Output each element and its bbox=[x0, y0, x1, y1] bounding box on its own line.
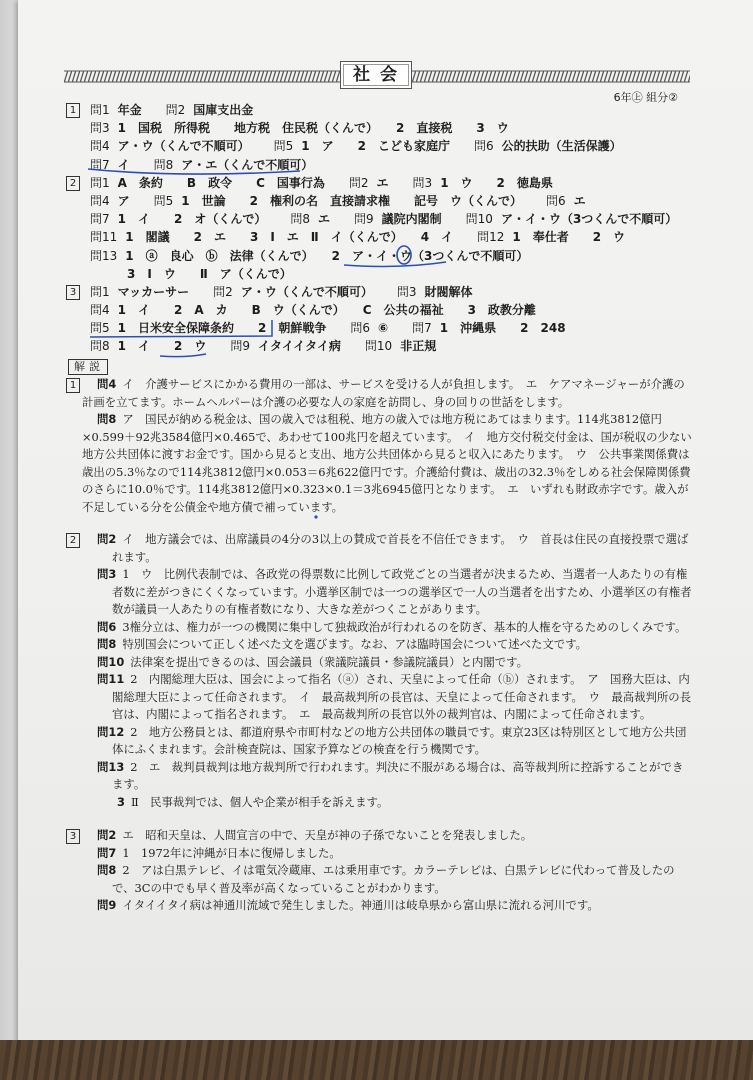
answer-text: 国庫支出金 bbox=[193, 103, 254, 117]
answer-section bbox=[0, 101, 753, 174]
question-label: 問4 bbox=[90, 193, 110, 208]
question-label: 問8 bbox=[290, 212, 310, 227]
answer-item bbox=[350, 319, 388, 337]
answer-text: 議院内閣制 bbox=[381, 212, 442, 227]
answer-item bbox=[154, 192, 522, 210]
explanation-item bbox=[0, 827, 694, 845]
question-label: 問2 bbox=[97, 828, 117, 842]
answer-item bbox=[474, 137, 622, 155]
answer-item bbox=[90, 337, 206, 355]
answer-item bbox=[397, 283, 473, 301]
answer-text: 1 世論 2 権利の名 直接請求権 記号 ウ（くんで） bbox=[181, 193, 522, 208]
question-label: 問4 bbox=[90, 303, 110, 318]
subject-title: 社 会 bbox=[340, 61, 412, 89]
question-label: 問8 bbox=[90, 339, 110, 354]
answer-text: エ bbox=[573, 193, 586, 208]
explanation-text: 1 ウ 比例代表制では、各政党の得票数に比例して政党ごとの当選者が決まるため、当選者一人あたりの有権者数に差がつきにくくなっています。小選挙区制では一つの選挙区で一人の当選者を出すため、小選挙区の有権者数が議員一人あたりの有権者数になり、大きな差がつくことがあります。 bbox=[112, 567, 692, 616]
explanation-text: 特別国会について正しく述べた文を選びます。なお、アは臨時国会について述べた文です。 bbox=[122, 637, 588, 651]
question-label: 問9 bbox=[230, 339, 250, 354]
answer-text: 1 沖縄県 2 248 bbox=[439, 321, 566, 336]
explanation-item bbox=[0, 897, 694, 915]
question-label: 問2 bbox=[165, 103, 186, 117]
answer-row bbox=[0, 247, 753, 265]
answer-item bbox=[90, 101, 142, 119]
answer-text: 3 Ⅰ ウ Ⅱ ア（くんで） bbox=[127, 266, 292, 281]
answer-text: 1 ア 2 こども家庭庁 bbox=[301, 139, 450, 154]
answer-row bbox=[0, 101, 753, 119]
answer-item bbox=[154, 156, 314, 174]
answer-item bbox=[127, 265, 292, 283]
question-label: 問10 bbox=[364, 339, 393, 354]
explanation-text: 2 エ 裁判員裁判は地方裁判所で行われます。判決に不服がある場合は、高等裁判所に控訴することができます。 bbox=[112, 759, 684, 791]
explanation-text: エ 昭和天皇は、人間宣言の中で、天皇が神の子孫でないことを発表しました。 bbox=[122, 828, 533, 842]
answer-list bbox=[0, 101, 753, 356]
answer-text: A 条約 B 政令 C 国事行為 bbox=[117, 175, 325, 190]
question-label: 問13 bbox=[90, 248, 118, 263]
question-label: 問12 bbox=[97, 724, 125, 739]
answer-item bbox=[349, 174, 389, 192]
answer-row bbox=[0, 319, 753, 337]
answer-item bbox=[412, 319, 565, 337]
explanation-text: 法律案を提出できるのは、国会議員（衆議院議員・参議院議員）と内閣です。 bbox=[130, 654, 529, 669]
question-label: 問4 bbox=[97, 377, 117, 391]
question-label: 問7 bbox=[412, 321, 432, 336]
section-number-box: 1 bbox=[66, 103, 80, 118]
answer-text: 1 ウ 2 徳島県 bbox=[440, 175, 553, 190]
answer-item bbox=[354, 210, 442, 228]
section-number-box: 2 bbox=[66, 533, 80, 548]
answer-item bbox=[90, 156, 130, 174]
answer-text: イ bbox=[117, 157, 130, 172]
explanation-heading: 解説 bbox=[68, 359, 108, 375]
explanation-text: 1 1972年に沖縄が日本に復帰しました。 bbox=[122, 845, 341, 860]
explanation-text: 2 アは白黒テレビ、イは電気冷蔵庫、エは乗用車です。カラーテレビは、白黒テレビに代わって普及したので、3Cの中でも早く普及率が高くなっていることがわかります。 bbox=[112, 863, 675, 895]
answer-row bbox=[0, 156, 753, 174]
answer-text: ア bbox=[117, 193, 130, 208]
explanation-text: ア 国民が納める税金は、国の歳入では租税、地方の歳入では地方税にあてはまります。114兆3812億円×0.599＋92兆3584億円×0.465で、あわせて100兆円を超えています。 イ 地方交付税交付金は、国が税収の少ない地方公共団体に渡すお金です。国から見ると支出、地方公共団体から見ると収入にあたります。 ウ 公共事業関係費は歳出の5.3％なので114兆3812億円×0.053＝6兆622億円です。介護給付費は、歳出の32.3％をしめる社会保障関係費のさらに10.0％です。114兆3812億円×0.323×0.1＝3兆6945億円となります。 エ いずれも財政赤字です。歳入が不足している分を公債金や地方債で補っています。 bbox=[82, 412, 692, 514]
section-number-box: 3 bbox=[66, 829, 80, 844]
answer-item bbox=[90, 247, 528, 265]
explanation-item bbox=[0, 862, 694, 897]
explanation-item bbox=[0, 566, 694, 619]
explanation-item bbox=[0, 845, 694, 863]
question-label: 問3 bbox=[97, 567, 117, 581]
explanation-section bbox=[0, 827, 694, 915]
question-label: 問8 bbox=[97, 637, 117, 651]
answer-text: ア・イ・ウ（3つくんで不順可） bbox=[500, 212, 678, 227]
question-label: 問5 bbox=[273, 139, 294, 154]
answer-row bbox=[0, 137, 753, 155]
answer-item bbox=[90, 228, 453, 246]
answer-row bbox=[0, 119, 753, 137]
answer-item bbox=[90, 210, 266, 228]
explanation-item bbox=[0, 411, 694, 516]
explanation-item bbox=[0, 724, 694, 759]
answer-item bbox=[90, 283, 189, 301]
explanation-text: イ 地方議会では、出席議員の4分の3以上の賛成で首長を不信任できます。 ウ 首長は住民の直接投票で選ばれます。 bbox=[112, 532, 689, 564]
answer-item bbox=[90, 119, 509, 137]
answer-item bbox=[166, 101, 254, 119]
question-label: 問6 bbox=[350, 321, 370, 336]
question-label: 問4 bbox=[90, 139, 110, 154]
answer-text: 公的扶助（生活保護） bbox=[501, 139, 622, 154]
answer-item bbox=[90, 301, 536, 319]
answer-text: ア・エ（くんで不順可） bbox=[181, 157, 314, 172]
explanation-section bbox=[0, 531, 694, 811]
question-label: 問10 bbox=[97, 654, 125, 669]
question-label: 問7 bbox=[97, 845, 117, 860]
answer-item bbox=[230, 337, 341, 355]
question-label: 問9 bbox=[97, 898, 117, 912]
answer-row bbox=[0, 192, 753, 210]
explanation-item bbox=[0, 654, 694, 672]
answer-section bbox=[0, 174, 753, 283]
answer-row bbox=[0, 337, 753, 355]
explanation-text: 2 内閣総理大臣は、国会によって指名（ⓐ）され、天皇によって任命（ⓑ）されます。 ア 国務大臣は、内閣総理大臣によって任命されます。 イ 最高裁判所の長官は、天皇によって任命されます。 ウ 最高裁判所の長官は、内閣によって指名されます。 エ 最高裁判所の長官以外の裁判官は、内閣によって任命されます。 bbox=[112, 672, 692, 721]
question-label: 3 bbox=[117, 794, 125, 809]
question-label: 問1 bbox=[90, 284, 110, 299]
answer-text: エ bbox=[317, 212, 330, 227]
answer-row bbox=[0, 283, 753, 301]
section-number-box: 2 bbox=[66, 176, 80, 191]
explanation-item bbox=[0, 531, 694, 566]
answer-text: 1 日米安全保障条約 2 朝鮮戦争 bbox=[117, 321, 327, 336]
explanation-text: 3権分立は、権力が一つの機関に集中して独裁政治が行われるのを防ぎ、基本的人権を守るためのしくみです。 bbox=[122, 619, 687, 634]
answer-item bbox=[90, 319, 326, 337]
question-label: 問2 bbox=[213, 284, 233, 299]
answer-text: 1 イ 2 A カ B ウ（くんで） C 公共の福祉 3 政教分離 bbox=[117, 303, 536, 318]
question-label: 問8 bbox=[97, 412, 117, 426]
answer-item bbox=[413, 174, 553, 192]
answer-item bbox=[365, 337, 436, 355]
grade-and-test-info: 6年㊤ 組分② bbox=[613, 91, 678, 104]
answer-text: 非正規 bbox=[400, 339, 437, 354]
answer-text: ⑥ bbox=[377, 321, 389, 336]
answer-text: マッカーサー bbox=[117, 284, 190, 299]
question-label: 問6 bbox=[474, 139, 494, 154]
section-number-box: 3 bbox=[66, 285, 80, 300]
answer-item bbox=[90, 174, 325, 192]
question-label: 問3 bbox=[90, 121, 110, 136]
answer-text: 1 ⓐ 良心 ⓑ 法律（くんで） 2 ア・イ・ウ（3つくんで不順可） bbox=[125, 248, 529, 263]
question-label: 問1 bbox=[90, 175, 110, 190]
explanation-text: イタイイタイ病は神通川流域で発生しました。神通川は岐阜県から富山県に流れる河川です。 bbox=[122, 898, 599, 912]
answer-item bbox=[90, 192, 130, 210]
answer-text: 財閥解体 bbox=[424, 284, 473, 299]
explanation-item bbox=[0, 619, 694, 637]
answer-text: ア・ウ（くんで不順可） bbox=[240, 284, 373, 299]
question-label: 問7 bbox=[90, 157, 110, 172]
question-label: 問11 bbox=[97, 672, 125, 686]
explanation-text: イ 介護サービスにかかる費用の一部は、サービスを受ける人が負担します。 エ ケアマネージャーが介護の計画を立てます。ホームヘルパーは介護の必要な人の家庭を訪問し、身の回りの世話をします。 bbox=[82, 377, 685, 409]
question-label: 問11 bbox=[90, 230, 118, 245]
answer-text: 年金 bbox=[117, 103, 142, 117]
explanation-item bbox=[0, 759, 694, 794]
explanation-item bbox=[0, 671, 694, 724]
answer-row bbox=[0, 228, 753, 246]
question-label: 問3 bbox=[412, 175, 433, 190]
explanation-item bbox=[0, 376, 694, 411]
explanation-text: 2 地方公務員とは、都道府県や市町村などの地方公共団体の職員です。東京23区は特別区として地方公共団体にふくまれます。会計検査院は、国家予算などの検査を行う機関です。 bbox=[112, 724, 687, 756]
answer-text: エ bbox=[376, 175, 389, 190]
answer-text: 1 イ 2 ウ bbox=[117, 339, 207, 354]
question-label: 問9 bbox=[354, 212, 374, 227]
answer-item bbox=[477, 228, 625, 246]
answer-text: ア・ウ（くんで不順可） bbox=[117, 139, 250, 154]
answer-item bbox=[213, 283, 373, 301]
question-label: 問3 bbox=[396, 284, 417, 299]
answer-text: 1 イ 2 オ（くんで） bbox=[117, 212, 267, 227]
question-label: 問7 bbox=[90, 212, 110, 227]
question-label: 問6 bbox=[546, 193, 566, 208]
question-label: 問8 bbox=[97, 863, 117, 877]
answer-row bbox=[0, 301, 753, 319]
question-label: 問2 bbox=[348, 175, 369, 190]
answer-row bbox=[0, 265, 753, 283]
answer-section bbox=[0, 283, 753, 356]
question-label: 問6 bbox=[97, 619, 117, 634]
explanation-section bbox=[0, 376, 694, 516]
question-label: 問5 bbox=[153, 193, 174, 208]
question-label: 問12 bbox=[477, 230, 505, 245]
answer-text: 1 奉仕者 2 ウ bbox=[512, 230, 626, 245]
section-number-box: 1 bbox=[66, 378, 80, 393]
question-label: 問2 bbox=[97, 532, 117, 546]
answer-row bbox=[0, 210, 753, 228]
answer-item bbox=[290, 210, 330, 228]
explanation-text: Ⅱ 民事裁判では、個人や企業が相手を訴えます。 bbox=[130, 794, 389, 809]
answer-text: 1 閣議 2 エ 3 Ⅰ エ Ⅱ イ（くんで） 4 イ bbox=[125, 230, 454, 245]
answer-text: イタイイタイ病 bbox=[257, 339, 341, 354]
answer-item bbox=[90, 137, 250, 155]
explanation-item bbox=[0, 636, 694, 654]
question-label: 問1 bbox=[90, 103, 110, 117]
question-label: 問13 bbox=[97, 759, 125, 774]
answer-item bbox=[274, 137, 450, 155]
question-label: 問5 bbox=[90, 321, 110, 336]
explanation-item bbox=[0, 794, 694, 812]
answer-text: 1 国税 所得税 地方税 住民税（くんで） 2 直接税 3 ウ bbox=[117, 121, 509, 136]
answer-row bbox=[0, 174, 753, 192]
answer-item bbox=[546, 192, 586, 210]
question-label: 問8 bbox=[153, 157, 174, 172]
question-label: 問10 bbox=[465, 212, 493, 227]
answer-item bbox=[466, 210, 678, 228]
